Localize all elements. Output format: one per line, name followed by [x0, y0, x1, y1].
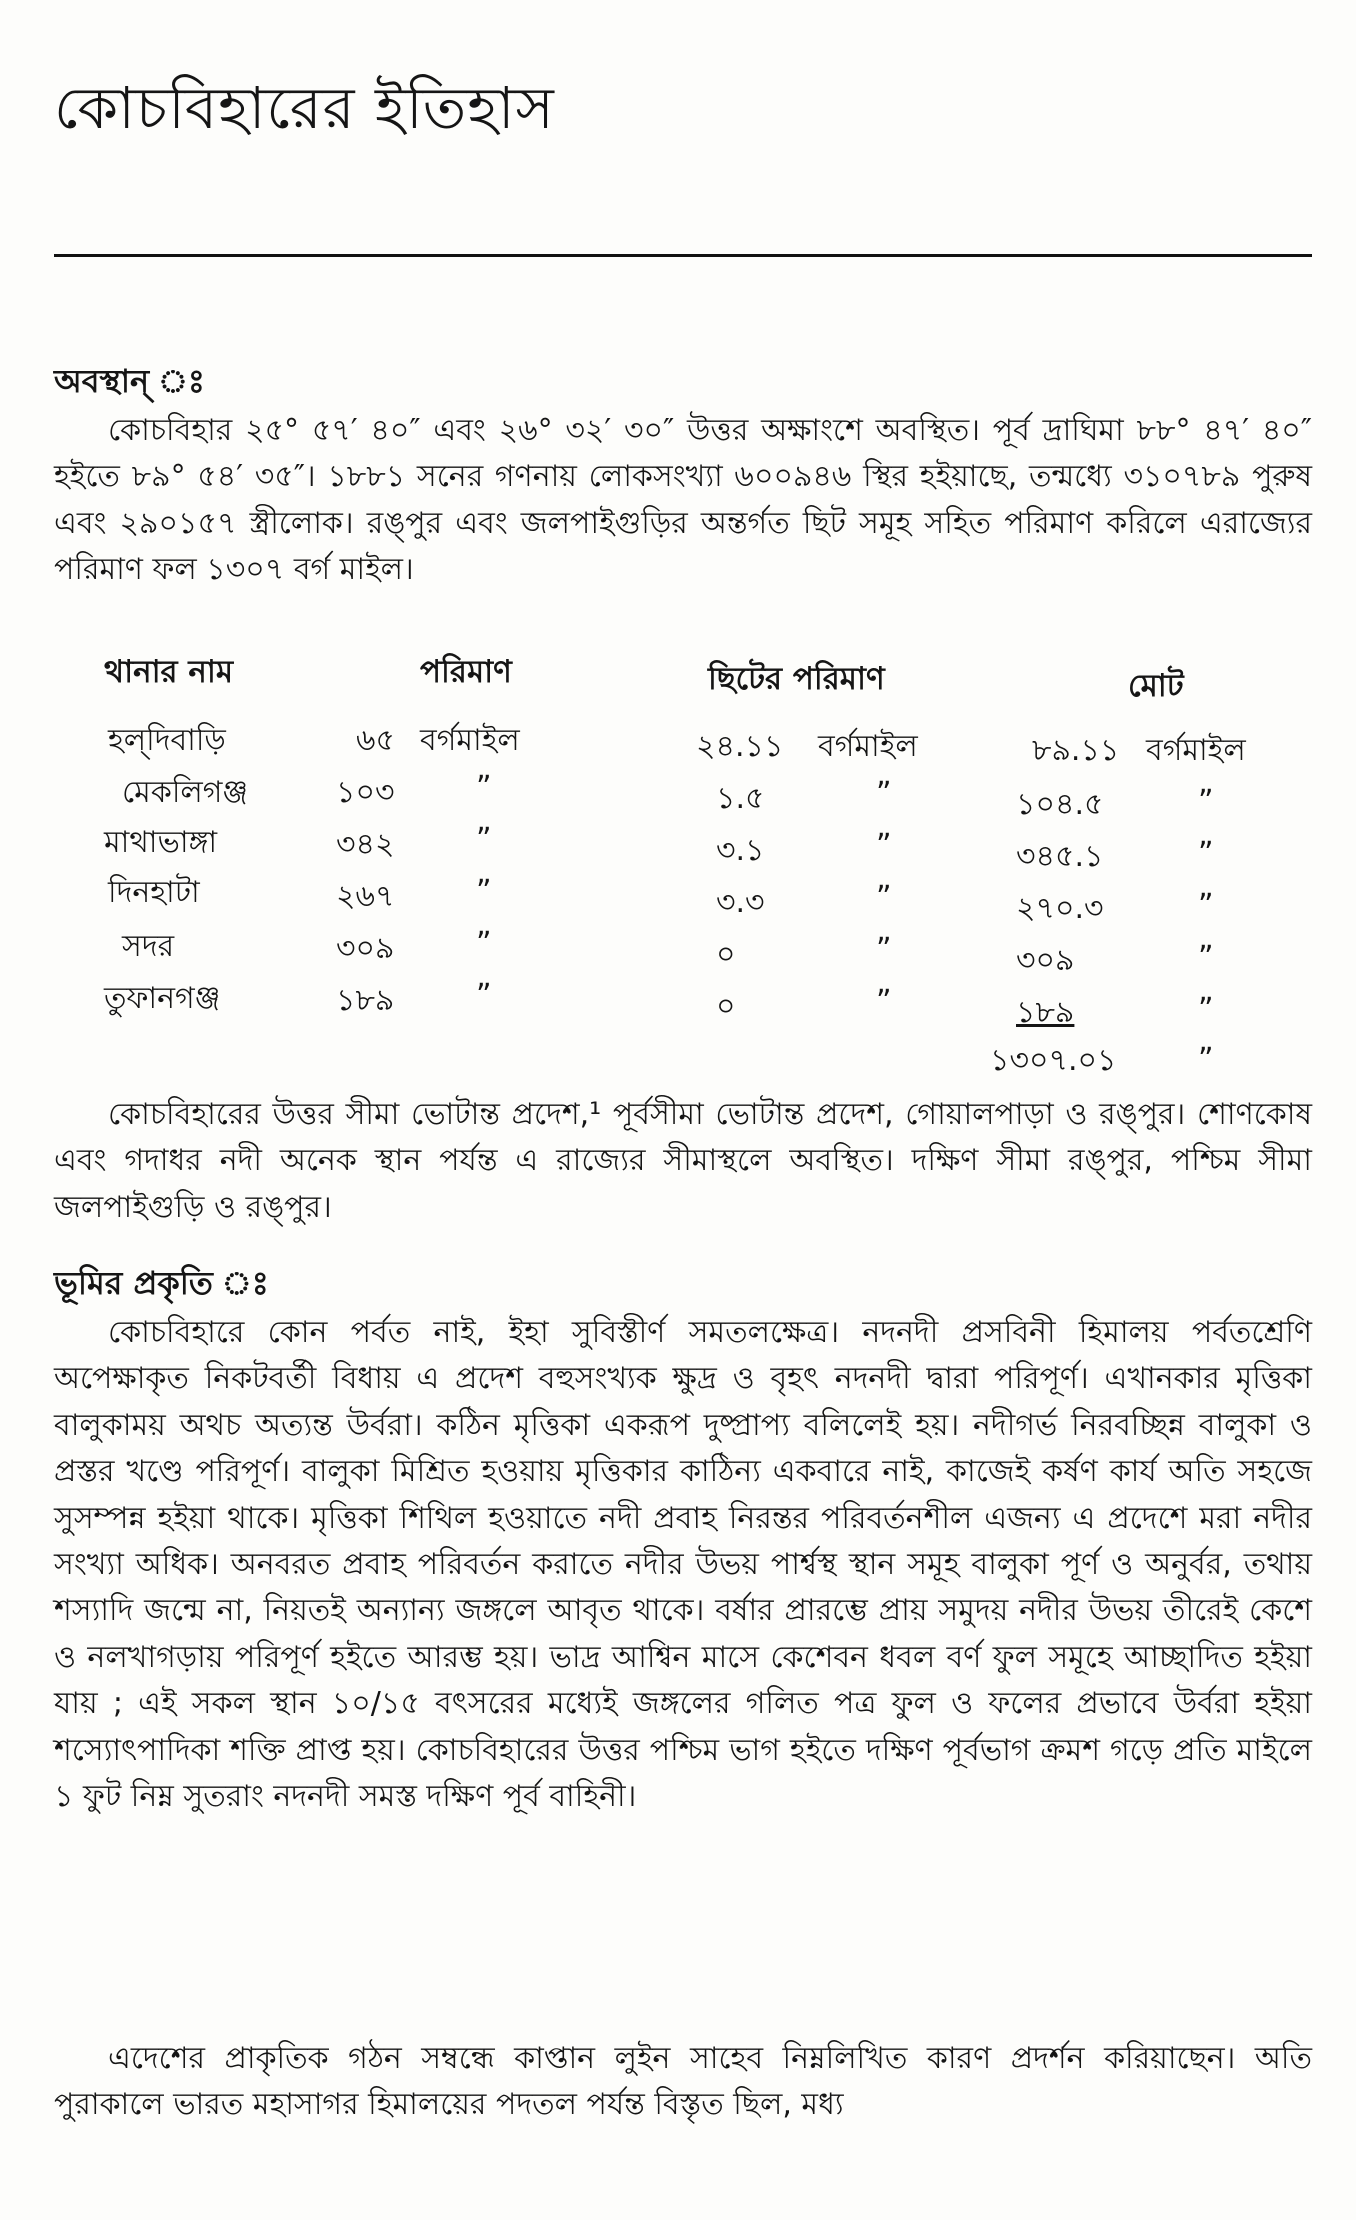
land-paragraph: কোচবিহারে কোন পর্বত নাই, ইহা সুবিস্তীর্ণ সমতলক্ষেত্র। নদনদী প্রসবিনী হিমালয় পর্বতশ্রেণি অপেক্ষাকৃত নিকটবর্তী বিধায় এ প্রদেশ বহুসংখ্যক ক্ষুদ্র ও বৃহৎ নদনদী দ্বারা পরিপূর্ণ। এখানকার মৃত্তিকা বালুকাময় অথচ অত্যন্ত উর্বরা। কঠিন মৃত্তিকা একরূপ দুষ্প্রাপ্য বলিলেই হয়। নদীগর্ভ নিরবচ্ছিন্ন বালুকা ও প্রস্তর খণ্ডে পরিপূর্ণ। বালুকা মিশ্রিত হওয়ায় মৃত্তিকার কাঠিন্য একবারে নাই, কাজেই কর্ষণ কার্য অতি সহজে সুসম্পন্ন হইয়া থাকে। মৃত্তিকা শিথিল হওয়াতে নদী প্রবাহ নিরন্তর পরিবর্তনশীল এজন্য এ প্রদেশে মরা নদীর সংখ্যা অধিক। অনবরত প্রবাহ পরিবর্তন করাতে নদীর উভয় পার্শ্বস্থ স্থান সমূহ বালুকা পূর্ণ ও অনুর্বর, তথায় শস্যাদি জন্মে না, নিয়তই অন্যান্য জঙ্গলে আবৃত থাকে। বর্ষার প্রারম্ভে প্রায় সমুদয় নদীর উভয় তীরেই কেশে ও নলখাগড়ায় পরিপূর্ণ হইতে আরম্ভ হয়। ভাদ্র আশ্বিন মাসে কেশেবন ধবল বর্ণ ফুল সমূহে আচ্ছাদিত হইয়া যায় ; এই সকল স্থান ১০/১৫ বৎসরের মধ্যেই জঙ্গলের গলিত পত্র ফুল ও ফলের প্রভাবে উর্বরা হইয়া শস্যোৎপাদিকা শক্তি প্রাপ্ত হয়। কোচবিহারের উত্তর পশ্চিম ভাগ হইতে দক্ষিণ পূর্বভাগ ক্রমশ গড়ে প্রতি মাইলে ১ ফুট নিম্ন সুতরাং নদনদী সমস্ত দক্ষিণ পূর্ব বাহিনী।	[54, 1315, 1312, 1815]
table-row-total: ২৭০.৩	[1016, 891, 1104, 926]
section-heading-land: ভূমির প্রকৃতি ঃ	[54, 1264, 269, 1302]
table-row-total: ১০৪.৫	[1016, 787, 1104, 822]
table-row-total-unit: ”	[1198, 940, 1214, 975]
table-header-thana: থানার নাম	[104, 654, 234, 690]
table-row-total: ৮৯.১১	[1032, 733, 1120, 768]
table-row-area: ৩০৯	[336, 931, 395, 966]
table-row-chit: ২৪.১১	[696, 729, 784, 764]
table-row-total-unit: ”	[1198, 836, 1214, 871]
table-row-total-unit: ”	[1198, 888, 1214, 923]
page-title: কোচবিহারের ইতিহাস	[54, 74, 555, 142]
table-row-area: ১০৩	[336, 775, 395, 810]
table-row-area-unit: ”	[476, 926, 492, 961]
table-row-chit: ০	[716, 989, 736, 1024]
table-row-area-unit: ”	[476, 874, 492, 909]
table-row-thana: সদর	[122, 929, 175, 964]
table-row-total-unit: ”	[1198, 784, 1214, 819]
table-row-thana: তুফানগঞ্জ	[104, 981, 221, 1016]
table-row-chit-unit: ”	[876, 984, 892, 1019]
table-row-total: ১৮৯	[1016, 995, 1075, 1030]
table-row-area: ৬৫	[356, 723, 395, 758]
table-row-thana: মাথাভাঙ্গা	[104, 825, 218, 860]
title-divider	[54, 254, 1312, 257]
table-row-thana: দিনহাটা	[108, 875, 200, 910]
table-row-total-unit: বর্গমাইল	[1146, 733, 1246, 768]
table-header-total: মোট	[1128, 668, 1184, 704]
table-row-area: ১৮৯	[336, 983, 395, 1018]
table-row-area: ৩৪২	[336, 827, 395, 862]
formation-paragraph: এদেশের প্রাকৃতিক গঠন সম্বন্ধে কাপ্তান লুইন সাহেব নিম্নলিখিত কারণ প্রদর্শন করিয়াছেন। অতি পুরাকালে ভারত মহাসাগর হিমালয়ের পদতল পর্যন্ত বিস্তৃত ছিল, মধ্য	[54, 2041, 1312, 2123]
table-row-chit: ৩.৩	[716, 885, 765, 920]
table-row-thana: হল্‌দিবাড়ি	[108, 723, 226, 758]
table-row-chit-unit: ”	[876, 932, 892, 967]
table-row-chit: ১.৫	[716, 781, 765, 816]
table-row-thana: মেকলিগঞ্জ	[122, 775, 249, 810]
boundary-paragraph: কোচবিহারের উত্তর সীমা ভোটান্ত প্রদেশ,¹ পূর্বসীমা ভোটান্ত প্রদেশ, গোয়ালপাড়া ও রঙ্পুর। শোণকোষ এবং গদাধর নদী অনেক স্থান পর্যন্ত এ রাজ্যের সীমাস্থলে অবস্থিত। দক্ষিণ সীমা রঙ্পুর, পশ্চিম সীমা জলপাইগুড়ি ও রঙ্পুর।	[54, 1097, 1312, 1225]
table-row-area-unit: ”	[476, 822, 492, 857]
table-row-area: ২৬৭	[336, 879, 395, 914]
table-row-chit: ০	[716, 937, 736, 972]
table-row-chit-unit: বর্গমাইল	[818, 729, 918, 764]
section-heading-location: অবস্থান্ ঃ	[54, 362, 205, 400]
table-header-chit-area: ছিটের পরিমাণ	[708, 661, 885, 697]
table-header-area: পরিমাণ	[420, 654, 512, 690]
table-row-area-unit: বর্গমাইল	[420, 723, 520, 758]
table-row-chit-unit: ”	[876, 776, 892, 811]
table-row-area-unit: ”	[476, 978, 492, 1013]
table-row-area-unit: ”	[476, 770, 492, 805]
table-row-chit-unit: ”	[876, 880, 892, 915]
table-row-chit: ৩.১	[716, 833, 765, 868]
table-grand-total-unit: ”	[1198, 1042, 1214, 1077]
table-row-total-unit: ”	[1198, 992, 1214, 1027]
table-row-total: ৩৪৫.১	[1016, 839, 1104, 874]
table-grand-total: ১৩০৭.০১	[990, 1043, 1117, 1078]
table-row-chit-unit: ”	[876, 828, 892, 863]
location-paragraph: কোচবিহার ২৫° ৫৭′ ৪০″ এবং ২৬° ৩২′ ৩০″ উত্তর অক্ষাংশে অবস্থিত। পূর্ব দ্রাঘিমা ৮৮° ৪৭′ ৪০″ হইতে ৮৯° ৫৪′ ৩৫″। ১৮৮১ সনের গণনায় লোকসংখ্যা ৬০০৯৪৬ স্থির হইয়াছে, তন্মধ্যে ৩১০৭৮৯ পুরুষ এবং ২৯০১৫৭ স্ত্রীলোক। রঙ্পুর এবং জলপাইগুড়ির অন্তর্গত ছিট সমূহ সহিত পরিমাণ করিলে এরাজ্যের পরিমাণ ফল ১৩০৭ বর্গ মাইল।	[54, 413, 1312, 588]
table-row-total: ৩০৯	[1016, 943, 1075, 978]
